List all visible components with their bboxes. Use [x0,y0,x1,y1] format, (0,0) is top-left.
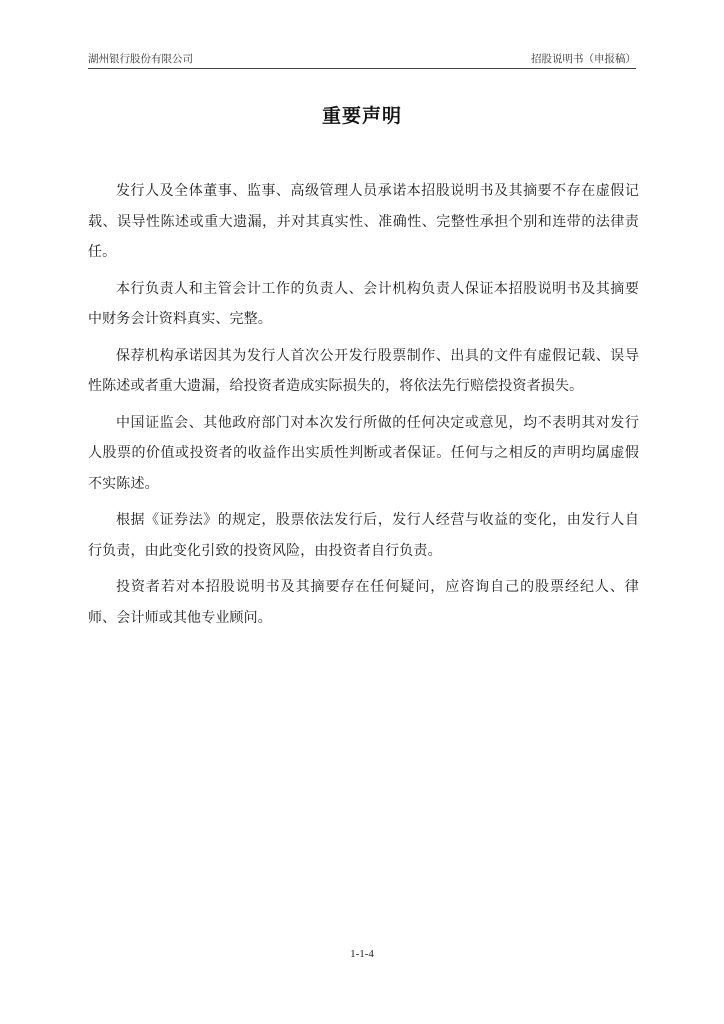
paragraph-1: 发行人及全体董事、监事、高级管理人员承诺本招股说明书及其摘要不存在虚假记载、误导性陈述或重大遗漏，并对其真实性、准确性、完整性承担个别和连带的法律责任。 [88,183,639,260]
paragraph-5: 根据《证券法》的规定，股票依法发行后，发行人经营与收益的变化，由发行人自行负责，由此变化引致的投资风险，由投资者自行负责。 [88,512,639,559]
paragraph-6: 投资者若对本招股说明书及其摘要存在任何疑问，应咨询自己的股票经纪人、律师、会计师或其他专业顾问。 [88,579,639,626]
page-header [88,50,636,69]
paragraph-2: 本行负责人和主管会计工作的负责人、会计机构负责人保证本招股说明书及其摘要中财务会计资料真实、完整。 [88,280,639,327]
header-document-title: 招股说明书（申报稿） [531,53,636,65]
paragraph-4: 中国证监会、其他政府部门对本次发行所做的任何决定或意见，均不表明其对发行人股票的价值或投资者的收益作出实质性判断或者保证。任何与之相反的声明均属虚假不实陈述。 [88,414,639,492]
paragraph-3: 保荐机构承诺因其为发行人首次公开发行股票制作、出具的文件有虚假记载、误导性陈述或者重大遗漏，给投资者造成实际损失的，将依法先行赔偿投资者损失。 [88,347,639,394]
header-company-name: 湖州银行股份有限公司 [88,53,193,65]
page-number: 1-1-4 [350,948,374,960]
page-title: 重要声明 [321,105,402,127]
declaration-body [88,176,639,639]
